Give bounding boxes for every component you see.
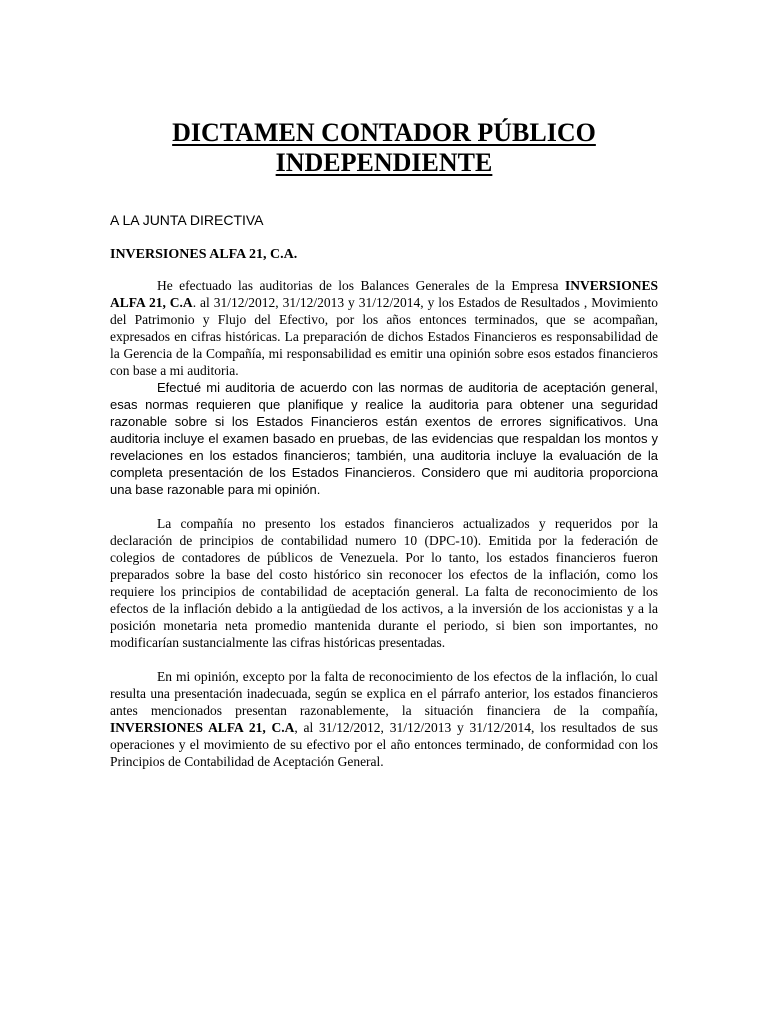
title-line-1: DICTAMEN CONTADOR PÚBLICO xyxy=(172,118,596,147)
document-body xyxy=(110,277,658,770)
addressee: A LA JUNTA DIRECTIVA xyxy=(110,212,264,228)
paragraph-1-text-a: He efectuado las auditorias de los Balances Generales de la Empresa xyxy=(157,278,565,293)
title-line-2: INDEPENDIENTE xyxy=(275,148,493,177)
paragraph-4-company: INVERSIONES ALFA 21, C.A xyxy=(110,720,295,735)
paragraph-4 xyxy=(110,668,658,770)
paragraph-1-company: INVERSIONES ALFA 21, C.A xyxy=(110,278,658,310)
paragraph-4-text-a: En mi opinión, excepto por la falta de reconocimiento de los efectos de la inflación, lo cual resulta una presentación inadecuada, según se explica en el párrafo anterior, los estados financieros antes mencionados presentan razonablemente, la situación financiera de la compañía, xyxy=(110,669,658,718)
paragraph-3: La compañía no presento los estados financieros actualizados y requeridos por la declaración de principios de contabilidad numero 10 (DPC-10). Emitida por la federación de colegios de contadores de públicos de Venezuela. Por lo tanto, los estados financieros fueron preparados sobre la base del costo histórico sin reconocer los efectos de la inflación, como los requiere los principios de contabilidad de aceptación general. La falta de reconocimiento de los efectos de la inflación debido a la antigüedad de los activos, a la inversión de los accionistas y a la posición monetaria neta promedio mantenida durante el periodo, si bien son importantes, no modificarían sustancialmente las cifras históricas presentadas. xyxy=(110,516,658,650)
paragraph-4-text-c: , al 31/12/2012, 31/12/2013 y 31/12/2014, los resultados de sus operaciones y el movimiento de su efectivo por el año entonces terminado, de conformidad con los Principios de Contabilidad de Aceptación General. xyxy=(110,720,658,769)
paragraph-2: Efectué mi auditoria de acuerdo con las normas de auditoria de aceptación general, esas normas requieren que planifique y realice la auditoria para obtener una seguridad razonable sobre si los Estados Financieros están exentos de errores significativos. Una auditoria incluye el examen basado en pruebas, de las evidencias que respaldan los montos y revelaciones en los estados financieros; también, una auditoria incluye la evaluación de la completa presentación de los Estados Financieros. Considero que mi auditoria proporciona una base razonable para mi opinión. xyxy=(110,380,658,497)
paragraph-1-text-c: . al 31/12/2012, 31/12/2013 y 31/12/2014, y los Estados de Resultados , Movimiento del Patrimonio y Flujo del Efectivo, por los años entonces terminados, que se acompañan, expresados en cifras históricas. La preparación de dichos Estados Financieros es responsabilidad de la Gerencia de la Compañía, mi responsabilidad es emitir una opinión sobre esos estados financieros con base a mi auditoria. xyxy=(110,295,658,378)
paragraph-1 xyxy=(110,277,658,379)
company-name: INVERSIONES ALFA 21, C.A. xyxy=(110,247,298,262)
document-title xyxy=(110,118,658,178)
